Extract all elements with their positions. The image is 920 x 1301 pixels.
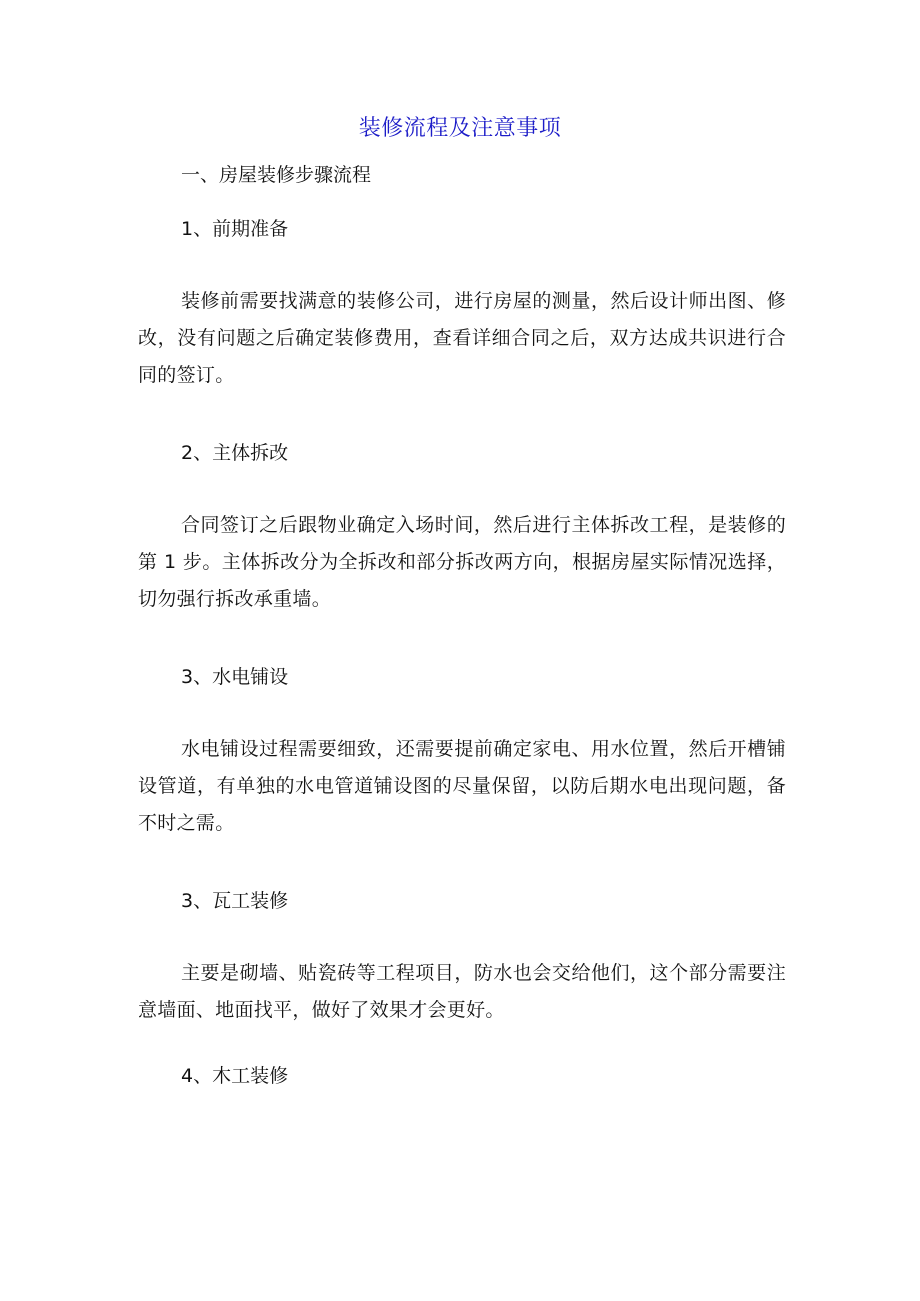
step-heading-3: 3、水电铺设	[181, 666, 289, 688]
step-heading-1: 1、前期准备	[181, 218, 289, 240]
step-heading-2: 2、主体拆改	[181, 442, 289, 464]
step-heading-4: 3、瓦工装修	[181, 890, 289, 912]
step-body-2: 合同签订之后跟物业确定入场时间，然后进行主体拆改工程，是装修的第 1 步。主体拆改分为全拆改和部分拆改两方向，根据房屋实际情况选择，切勿强行拆改承重墙。	[138, 514, 786, 610]
section-heading: 一、房屋装修步骤流程	[181, 164, 372, 186]
step-body-1: 装修前需要找满意的装修公司，进行房屋的测量，然后设计师出图、修改，没有问题之后确定装修费用，查看详细合同之后，双方达成共识进行合同的签订。	[138, 290, 786, 386]
step-heading-5: 4、木工装修	[181, 1065, 289, 1087]
document-title: 装修流程及注意事项	[358, 116, 562, 141]
step-body-3: 水电铺设过程需要细致，还需要提前确定家电、用水位置，然后开槽铺设管道，有单独的水电管道铺设图的尽量保留，以防后期水电出现问题，备不时之需。	[138, 738, 786, 834]
step-body-4: 主要是砌墙、贴瓷砖等工程项目，防水也会交给他们，这个部分需要注意墙面、地面找平，做好了效果才会更好。	[138, 962, 786, 1021]
